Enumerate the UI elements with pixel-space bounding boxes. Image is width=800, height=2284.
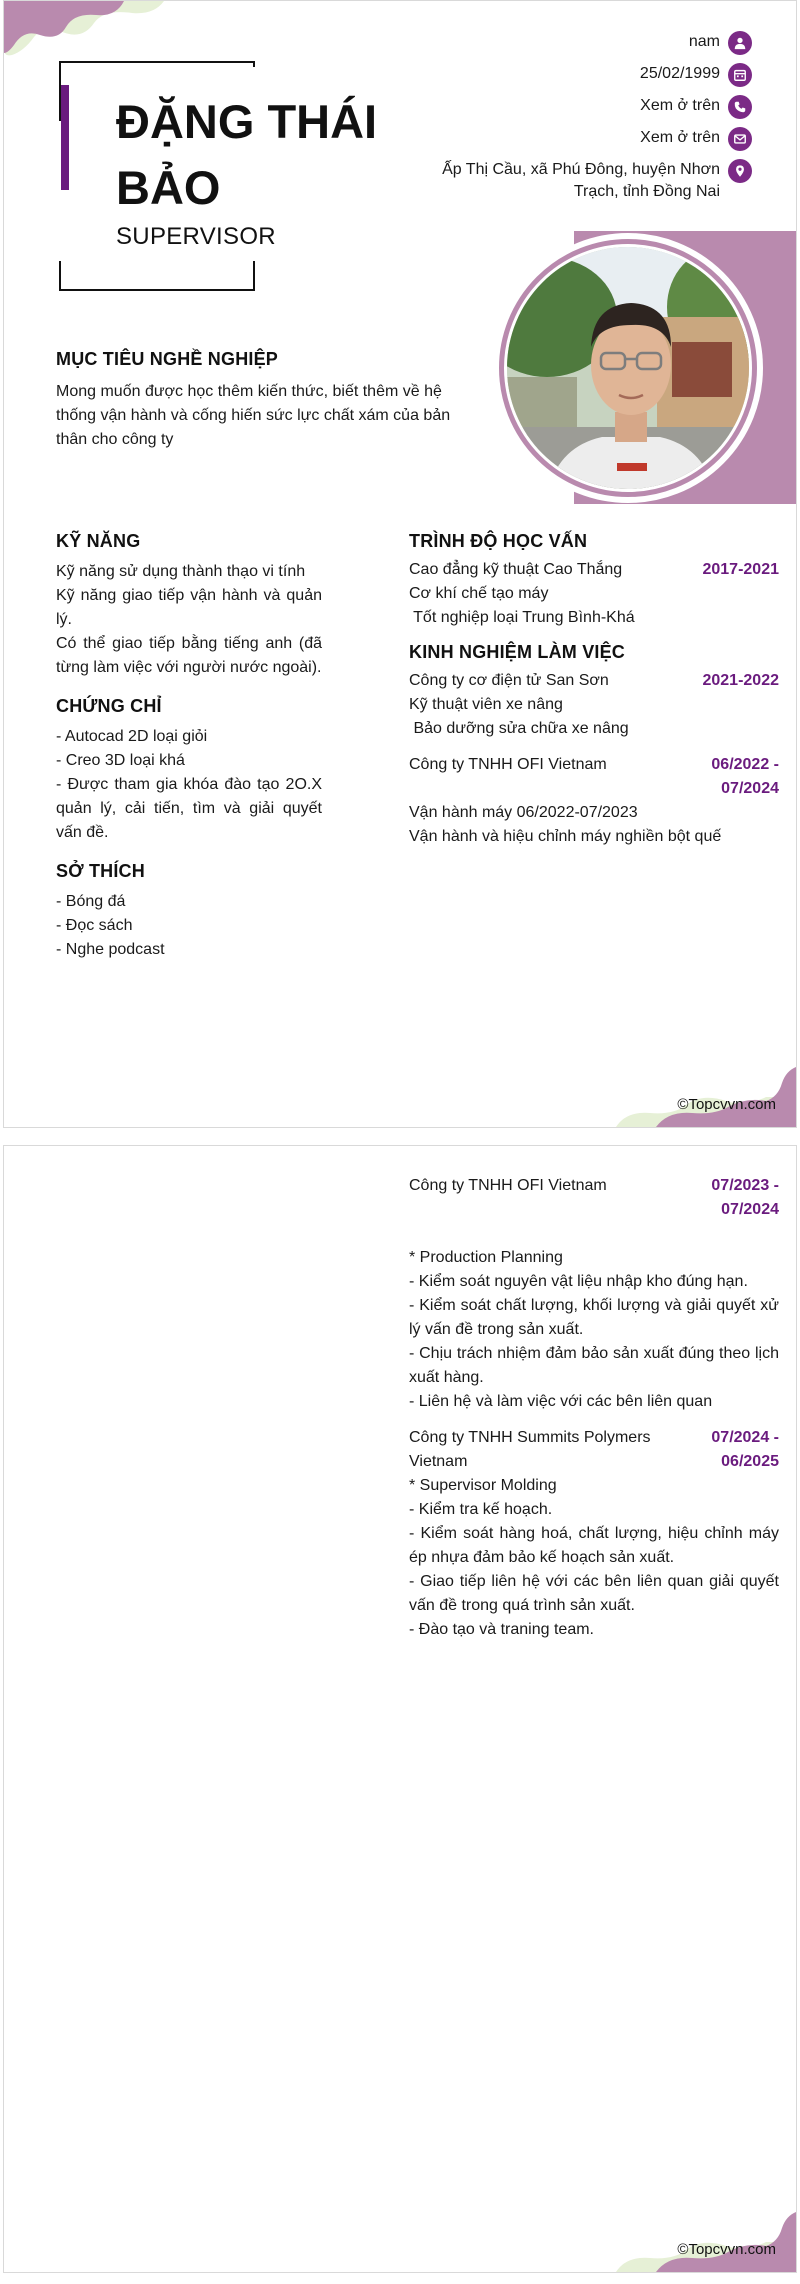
list-item: - Được tham gia khóa đào tạo 2O.X quản lý, cải tiến, tìm và giải quyết vấn đề. bbox=[56, 776, 322, 841]
company-name: Công ty TNHH OFI Vietnam bbox=[409, 1177, 607, 1194]
company-name: Công ty cơ điện tử San Sơn bbox=[409, 672, 609, 689]
certificates-section bbox=[56, 696, 322, 845]
list-item: - Creo 3D loại khá bbox=[56, 752, 185, 769]
list-item: Kỹ năng giao tiếp vận hành và quản lý. bbox=[56, 587, 322, 628]
date-range: 2021-2022 bbox=[702, 672, 779, 689]
company-name: Công ty TNHH Summits Polymers Vietnam bbox=[409, 1429, 651, 1470]
contact-phone: Xem ở trên bbox=[332, 95, 752, 119]
contact-email: Xem ở trên bbox=[332, 127, 752, 151]
skills-section bbox=[56, 531, 322, 680]
contact-gender: nam bbox=[332, 31, 752, 55]
top-left-decoration bbox=[4, 1, 164, 61]
list-item: * Production Planning bbox=[409, 1249, 563, 1266]
list-item: - Giao tiếp liên hệ với các bên liên quan giải quyết vấn đề trong quá trình sản xuất. bbox=[409, 1573, 779, 1614]
section-title: CHỨNG CHỈ bbox=[56, 696, 162, 716]
experience-continued bbox=[409, 1174, 779, 1654]
list-item: Có thể giao tiếp bằng tiếng anh (đã từng làm việc với người nước ngoài). bbox=[56, 635, 322, 676]
list-item: - Đọc sách bbox=[56, 917, 133, 934]
email-icon bbox=[728, 127, 752, 151]
list-item: Tốt nghiệp loại Trung Bình-Khá bbox=[409, 609, 635, 626]
contact-address: Ấp Thị Cầu, xã Phú Đông, huyện Nhơn Trạch, tỉnh Đồng Nai bbox=[332, 159, 752, 203]
list-item: - Kiểm soát hàng hoá, chất lượng, hiệu chỉnh máy ép nhựa đảm bảo kế hoạch sản xuất. bbox=[409, 1525, 779, 1566]
section-title: MỤC TIÊU NGHỀ NGHIỆP bbox=[56, 349, 279, 369]
watermark: ©Topcvvn.com bbox=[677, 1096, 776, 1113]
experience-entry bbox=[409, 753, 779, 849]
date-range: 06/2022 - 07/2024 bbox=[711, 756, 779, 797]
right-column bbox=[409, 531, 779, 861]
list-item: - Kiểm tra kế hoạch. bbox=[409, 1501, 553, 1518]
date-range: 07/2023 - 07/2024 bbox=[711, 1177, 779, 1218]
company-name: Công ty TNHH OFI Vietnam bbox=[409, 756, 607, 773]
date-range: 2017-2021 bbox=[702, 561, 779, 578]
contact-list bbox=[332, 31, 752, 211]
school-name: Cao đẳng kỹ thuật Cao Thắng bbox=[409, 561, 623, 578]
objective-text: Mong muốn được học thêm kiến thức, biết thêm về hệ thống vận hành và cống hiến sức lực chất xám của bản thân cho công ty bbox=[56, 383, 451, 448]
full-name: ĐẶNG THÁI BẢO bbox=[116, 95, 378, 214]
phone-icon bbox=[728, 95, 752, 119]
list-item: - Autocad 2D loại giỏi bbox=[56, 728, 208, 745]
list-item: Kỹ năng sử dụng thành thạo vi tính bbox=[56, 563, 306, 580]
contact-birthday: 25/02/1999 bbox=[332, 63, 752, 87]
experience-entry bbox=[409, 669, 779, 741]
experience-entry bbox=[409, 1426, 779, 1642]
location-icon bbox=[728, 159, 752, 183]
list-item: * Supervisor Molding bbox=[409, 1477, 557, 1494]
list-item: Cơ khí chế tạo máy bbox=[409, 585, 549, 602]
list-item: - Chịu trách nhiệm đảm bảo sản xuất đúng theo lịch xuất hàng. bbox=[409, 1345, 779, 1386]
left-column bbox=[56, 531, 322, 978]
list-item: Bảo dưỡng sửa chữa xe nâng bbox=[409, 720, 629, 737]
person-icon bbox=[728, 31, 752, 55]
section-title: KINH NGHIỆM LÀM VIỆC bbox=[409, 642, 626, 662]
accent-bar bbox=[61, 85, 69, 190]
section-title: KỸ NĂNG bbox=[56, 531, 141, 551]
avatar bbox=[504, 244, 752, 492]
list-item: - Liên hệ và làm việc với các bên liên quan bbox=[409, 1393, 713, 1410]
list-item: - Kiểm soát chất lượng, khối lượng và giải quyết xử lý vấn đề trong sản xuất. bbox=[409, 1297, 779, 1338]
cv-page-1 bbox=[3, 0, 797, 1128]
cv-page-2 bbox=[3, 1145, 797, 2273]
education-section bbox=[409, 531, 779, 630]
experience-section bbox=[409, 642, 779, 849]
list-item: - Đào tạo và traning team. bbox=[409, 1621, 594, 1638]
list-item: - Nghe podcast bbox=[56, 941, 165, 958]
job-title: SUPERVISOR bbox=[116, 223, 276, 250]
section-title: SỞ THÍCH bbox=[56, 861, 145, 881]
watermark: ©Topcvvn.com bbox=[677, 2241, 776, 2258]
list-item: - Kiểm soát nguyên vật liệu nhập kho đúng hạn. bbox=[409, 1273, 748, 1290]
experience-entry bbox=[409, 1174, 779, 1414]
career-objective-section bbox=[56, 349, 456, 452]
date-range: 07/2024 - 06/2025 bbox=[711, 1429, 779, 1470]
list-item: Kỹ thuật viên xe nâng bbox=[409, 696, 563, 713]
list-item: Vận hành máy 06/2022-07/2023 bbox=[409, 804, 638, 821]
list-item: Vận hành và hiệu chỉnh máy nghiền bột quế bbox=[409, 828, 722, 845]
list-item: - Bóng đá bbox=[56, 893, 126, 910]
calendar-icon bbox=[728, 63, 752, 87]
hobbies-section bbox=[56, 861, 322, 962]
section-title: TRÌNH ĐỘ HỌC VẤN bbox=[409, 531, 588, 551]
